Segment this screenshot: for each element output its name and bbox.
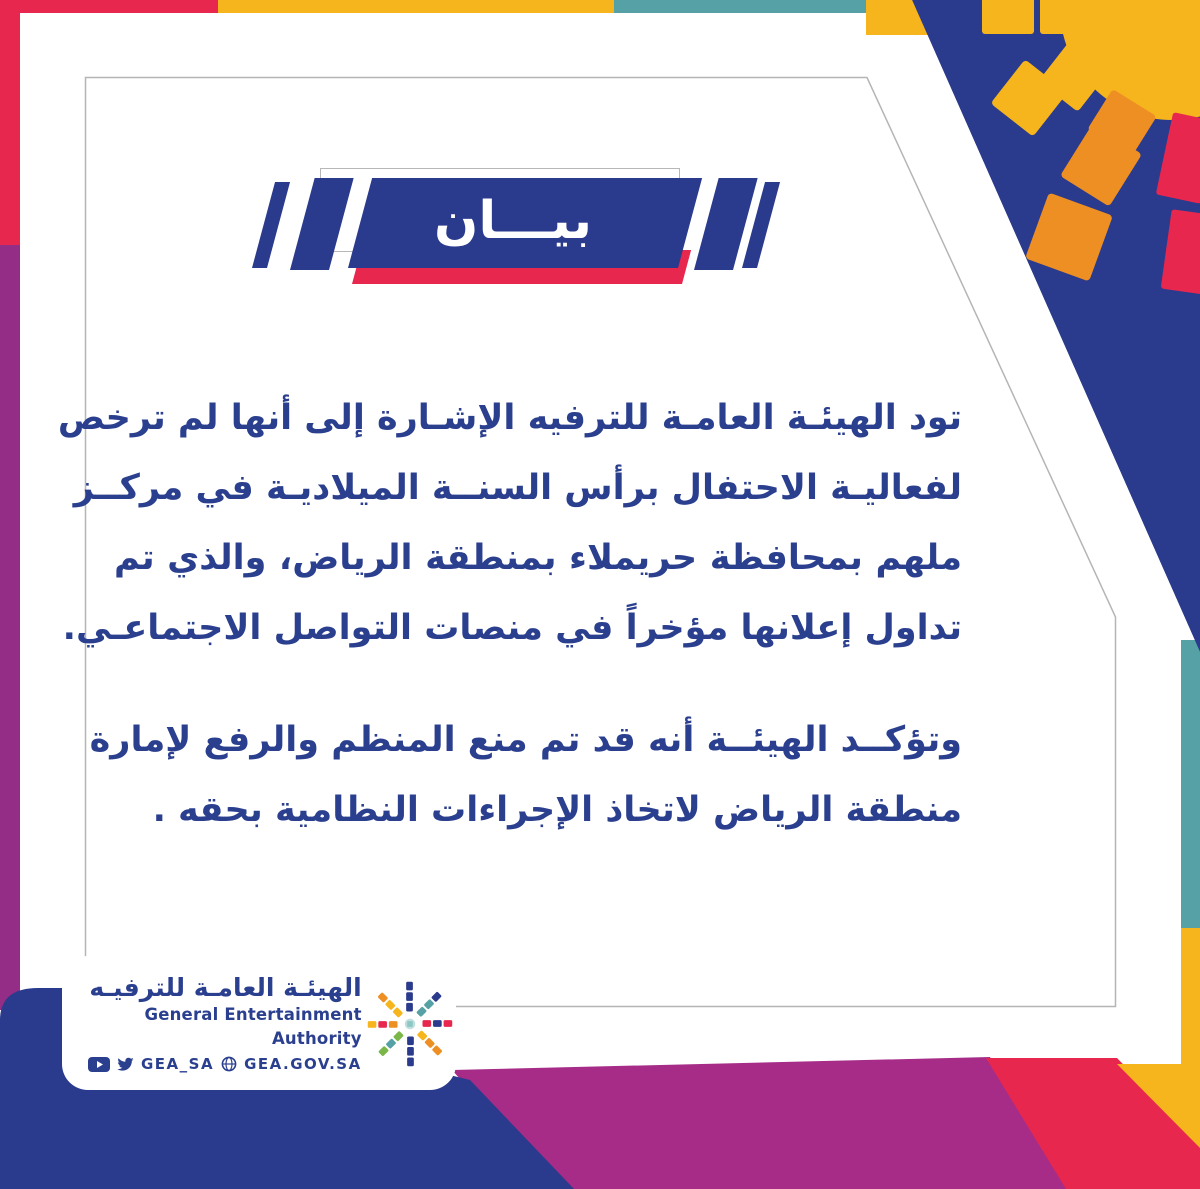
- gea-logo-box: [62, 956, 456, 1090]
- globe-icon: [221, 1056, 237, 1072]
- banner-title: بيـــان: [434, 191, 592, 251]
- statement-line: لفعاليـة الاحتفال برأس السنــة الميلاديـة في مركــز: [73, 468, 962, 508]
- youtube-icon: [88, 1057, 110, 1072]
- top-border-teal: [614, 0, 876, 13]
- gea-social-line: [88, 1055, 362, 1073]
- twitter-icon: [117, 1057, 134, 1072]
- sun-ray: [982, 0, 1034, 34]
- gea-starburst-logo: [362, 968, 458, 1078]
- sun-ray: [1040, 0, 1074, 34]
- top-border-yellow: [218, 0, 616, 13]
- statement-line: تود الهيئـة العامـة للترفيه الإشـارة إلى أنها لم ترخص: [57, 398, 962, 438]
- gea-name-arabic: الهيئـة العامـة للترفيـه: [89, 973, 362, 1002]
- statement-line: ملهم بمحافظة حريملاء بمنطقة الرياض، والذي تم: [114, 538, 962, 578]
- gea-logo-text: [62, 963, 362, 1083]
- website-url: GEA.GOV.SA: [244, 1055, 362, 1073]
- statement-text: [57, 383, 962, 845]
- gea-name-english: General Entertainment Authority: [144, 1005, 362, 1048]
- statement-line: منطقة الرياض لاتخاذ الإجراءات النظامية بحقه .: [152, 790, 962, 830]
- left-border-purple: [0, 245, 20, 1010]
- left-border-crimson: [0, 0, 20, 252]
- top-border-crimson: [0, 0, 220, 13]
- statement-line: تداول إعلانها مؤخراً في منصات التواصل الاجتماعـي.: [62, 608, 962, 648]
- twitter-handle: GEA_SA: [141, 1055, 215, 1073]
- paragraph-gap: [114, 663, 962, 705]
- statement-line: وتؤكــد الهيئــة أنه قد تم منع المنظم والرفع لإمارة: [89, 720, 962, 760]
- right-border-teal: [1181, 640, 1200, 934]
